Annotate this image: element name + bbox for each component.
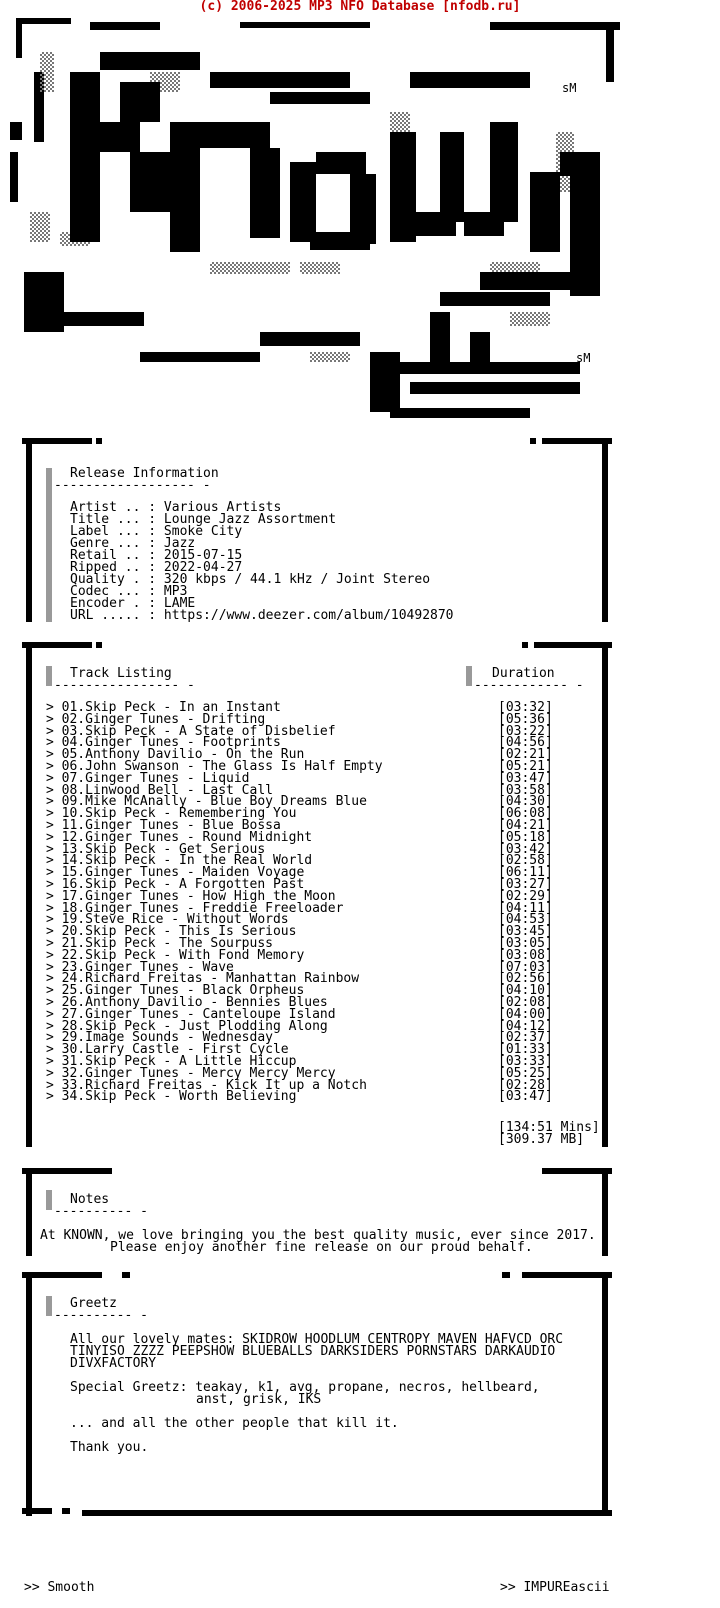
track-duration: [04:10] [498,983,553,999]
release-fields [70,502,454,622]
nfo-database-header: (c) 2006-2025 MP3 NFO Database [nfodb.ru] [199,0,521,14]
track-title: 30.Larry Castle - First Cycle [61,1042,289,1058]
track-list [46,702,586,1103]
track-bullet: > [46,1006,62,1022]
track-duration: [03:42] [498,841,553,857]
track-duration: [04:30] [498,794,553,810]
track-bullet: > [46,1065,62,1081]
greetz-heading: Greetz [70,1296,117,1311]
track-title: 12.Ginger Tunes - Round Midnight [61,829,313,845]
release-field-label: Ripped .. : [70,560,164,575]
track-duration: [04:53] [498,912,553,928]
track-bullet: > [46,1042,62,1058]
track-title: 33.Richard Freitas - Kick It up a Notch [61,1077,367,1093]
track-title: 04.Ginger Tunes - Footprints [61,735,281,751]
track-title: 07.Ginger Tunes - Liquid [61,770,250,786]
track-duration: [05:21] [498,758,553,774]
tracklist-box [22,642,612,1147]
release-field-value: MP3 [163,584,188,599]
track-title: 02.Ginger Tunes - Drifting [61,711,266,727]
track-title: 23.Ginger Tunes - Wave [61,959,234,975]
notes-heading: Notes [70,1192,110,1207]
track-duration: [02:37] [498,1030,553,1046]
track-title: 09.Mike McAnally - Blue Boy Dreams Blue [61,794,367,810]
release-field-label: Artist .. : [70,500,164,515]
track-duration: [04:12] [498,1018,553,1034]
track-duration: [03:58] [498,782,553,798]
track-duration: [02:29] [498,888,553,904]
track-bullet: > [46,735,62,751]
track-bullet: > [46,935,62,951]
track-duration: [03:47] [498,770,553,786]
track-duration: [06:11] [498,865,553,881]
total-size: [309.37 MB] [498,1132,585,1147]
track-bullet: > [46,806,62,822]
track-title: 26.Anthony Davilio - Bennies Blues [61,994,328,1010]
track-duration: [05:36] [498,711,553,727]
track-bullet: > [46,865,62,881]
track-bullet: > [46,747,62,763]
track-duration: [02:56] [498,971,553,987]
track-bullet: > [46,841,62,857]
track-duration: [06:08] [498,806,553,822]
release-field-value: Various Artists [163,500,282,515]
track-bullet: > [46,1089,62,1105]
duration-heading-underline: ------------ - [474,678,584,693]
track-duration: [04:00] [498,1006,553,1022]
track-bullet: > [46,959,62,975]
track-title: 18.Ginger Tunes - Freddie Freeloader [61,900,344,916]
notes-box [22,1168,612,1256]
track-duration: [04:21] [498,817,553,833]
release-field-label: Label ... : [70,524,164,539]
track-duration: [03:08] [498,947,553,963]
notes-line-2: Please enjoy another fine release on our proud behalf. [110,1240,533,1255]
tracklist-heading: Track Listing [70,666,172,681]
track-row [46,1091,586,1103]
release-field-label: Genre ... : [70,536,164,551]
release-field-value: Lounge Jazz Assortment [163,512,337,527]
track-title: 06.John Swanson - The Glass Is Half Empty [61,758,383,774]
track-bullet: > [46,1053,62,1069]
track-title: 32.Ginger Tunes - Mercy Mercy Mercy [61,1065,336,1081]
greetz-thanks: Thank you. [70,1440,149,1455]
release-field-value: 2022-04-27 [163,560,243,575]
release-field-label: Encoder . : [70,596,164,611]
track-bullet: > [46,1018,62,1034]
track-duration: [03:27] [498,876,553,892]
greetz-heading-underline: ---------- - [54,1308,148,1323]
track-title: 29.Image Sounds - Wednesday [61,1030,273,1046]
greetz-special-line-1: Special Greetz: teakay, k1, avg, propane, necros, hellbeard, [70,1380,540,1395]
release-info-box [22,438,612,622]
release-field-label: URL ..... : [70,608,164,623]
track-title: 21.Skip Peck - The Sourpuss [61,935,273,951]
tracklist-heading-underline: ---------------- - [54,678,195,693]
release-field-label: Quality . : [70,572,164,587]
track-bullet: > [46,794,62,810]
release-field-label: Codec ... : [70,584,164,599]
notes-line-1: At KNOWN, we love bringing you the best quality music, ever since 2017. [40,1228,596,1243]
track-bullet: > [46,888,62,904]
logo-tag-top: sM [562,81,577,95]
track-bullet: > [46,700,62,715]
track-duration: [02:08] [498,994,553,1010]
track-duration: [05:18] [498,829,553,845]
track-duration: [02:28] [498,1077,553,1093]
track-title: 24.Richard Freitas - Manhattan Rainbow [61,971,360,987]
release-field-value: LAME [163,596,196,611]
track-bullet: > [46,817,62,833]
track-duration: [04:11] [498,900,553,916]
track-title: 03.Skip Peck - A State of Disbelief [61,723,336,739]
known-logo-ascii-art [10,12,630,442]
greetz-mates-line-1: All our lovely mates: SKIDROW HOODLUM CENTROPY MAVEN HAFVCD ORC [70,1332,564,1347]
track-bullet: > [46,924,62,940]
track-title: 17.Ginger Tunes - How High the Moon [61,888,336,904]
track-title: 13.Skip Peck - Get Serious [61,841,266,857]
track-title: 11.Ginger Tunes - Blue Bossa [61,817,281,833]
footer-left-credit: >> Smooth [24,1580,95,1595]
track-title: 28.Skip Peck - Just Plodding Along [61,1018,328,1034]
track-duration: [04:56] [498,735,553,751]
notes-heading-underline: ---------- - [54,1204,148,1219]
track-bullet: > [46,853,62,869]
logo-tag-bottom: sM [576,351,591,365]
track-duration: [07:03] [498,959,553,975]
track-title: 27.Ginger Tunes - Canteloupe Island [61,1006,336,1022]
track-bullet: > [46,971,62,987]
track-bullet: > [46,711,62,727]
track-duration: [03:32] [498,700,553,715]
release-field-row [70,610,454,622]
track-title: 10.Skip Peck - Remembering You [61,806,297,822]
track-duration: [03:05] [498,935,553,951]
track-bullet: > [46,912,62,928]
release-field-value: 2015-07-15 [163,548,243,563]
track-bullet: > [46,829,62,845]
track-duration: [02:58] [498,853,553,869]
track-duration: [03:22] [498,723,553,739]
track-bullet: > [46,947,62,963]
release-heading: Release Information [70,466,219,481]
footer-right-credit: >> IMPUREascii [500,1580,610,1595]
track-duration: [03:33] [498,1053,553,1069]
release-field-value: https://www.deezer.com/album/10492870 [163,608,454,623]
track-bullet: > [46,1077,62,1093]
release-field-label: Retail .. : [70,548,164,563]
release-field-value: Smoke City [163,524,243,539]
track-bullet: > [46,900,62,916]
track-title: 20.Skip Peck - This Is Serious [61,924,297,940]
duration-heading: Duration [492,666,555,681]
track-title: 15.Ginger Tunes - Maiden Voyage [61,865,305,881]
track-duration: [03:45] [498,924,553,940]
total-time: [134:51 Mins] [498,1120,600,1135]
track-bullet: > [46,876,62,892]
greetz-others: ... and all the other people that kill it. [70,1416,399,1431]
track-duration: [01:33] [498,1042,553,1058]
track-title: 34.Skip Peck - Worth Believing [61,1089,297,1105]
greetz-special-line-2: anst, grisk, IKS [196,1392,322,1407]
release-field-value: Jazz [163,536,196,551]
track-duration: [03:47] [498,1089,553,1105]
track-bullet: > [46,994,62,1010]
track-title: 19.Steve Rice - Without Words [61,912,289,928]
release-heading-underline: ------------------ - [54,478,211,493]
greetz-mates-line-3: DIVXFACTORY [70,1356,157,1371]
track-title: 31.Skip Peck - A Little Hiccup [61,1053,297,1069]
track-duration: [05:25] [498,1065,553,1081]
track-title: 22.Skip Peck - With Fond Memory [61,947,305,963]
release-field-label: Title ... : [70,512,164,527]
track-title: 08.Linwood Bell - Last Call [61,782,273,798]
track-duration: [02:21] [498,747,553,763]
track-title: 25.Ginger Tunes - Black Orpheus [61,983,305,999]
track-title: 01.Skip Peck - In an Instant [61,700,281,715]
track-bullet: > [46,983,62,999]
track-bullet: > [46,770,62,786]
release-field-value: 320 kbps / 44.1 kHz / Joint Stereo [163,572,431,587]
track-bullet: > [46,758,62,774]
track-bullet: > [46,782,62,798]
track-title: 16.Skip Peck - A Forgotten Past [61,876,305,892]
track-bullet: > [46,1030,62,1046]
track-title: 05.Anthony Davilio - On the Run [61,747,305,763]
track-bullet: > [46,723,62,739]
greetz-mates-line-2: TINYISO ZZZZ PEEPSHOW BLUEBALLS DARKSIDERS PORNSTARS DARKAUDIO [70,1344,556,1359]
greetz-box [22,1272,612,1516]
track-title: 14.Skip Peck - In the Real World [61,853,313,869]
